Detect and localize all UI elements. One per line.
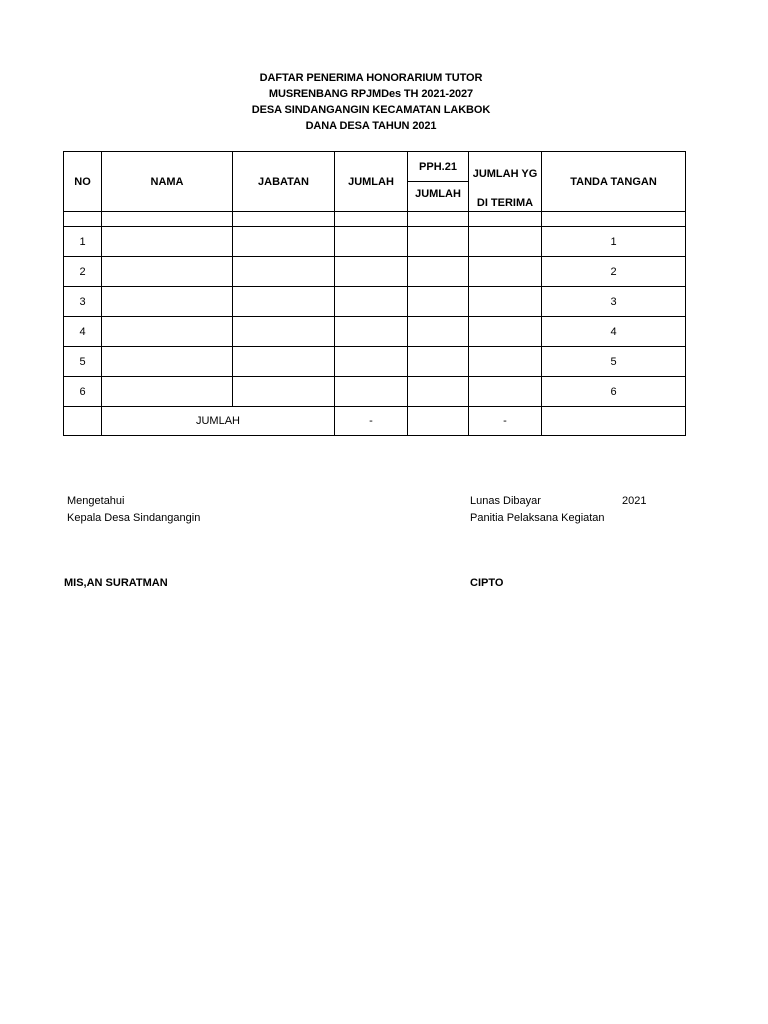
title-line-3: DESA SINDANGANGIN KECAMATAN LAKBOK	[251, 104, 491, 116]
title-line-2: MUSRENBANG RPJMDes TH 2021-2027	[268, 88, 474, 100]
total-label: JUMLAH	[102, 407, 335, 436]
total-row	[64, 407, 686, 436]
signature-left	[67, 493, 200, 527]
title-line-4: DANA DESA TAHUN 2021	[305, 120, 437, 132]
total-diterima: -	[469, 407, 542, 436]
total-sign	[542, 407, 686, 436]
row-nama[interactable]	[102, 257, 233, 287]
total-pph	[408, 407, 469, 436]
row-jabatan[interactable]	[233, 317, 335, 347]
row-pph[interactable]	[408, 257, 469, 287]
row-no: 1	[64, 227, 102, 257]
row-no: 6	[64, 377, 102, 407]
recipient-table	[63, 151, 686, 436]
row-sign: 2	[542, 257, 686, 287]
header-jabatan: JABATAN	[233, 152, 335, 212]
row-jumlah[interactable]	[335, 287, 408, 317]
table-row	[64, 257, 686, 287]
row-sign: 6	[542, 377, 686, 407]
row-pph[interactable]	[408, 287, 469, 317]
mengetahui-label: Mengetahui	[67, 495, 125, 507]
header-jumlah-yg: JUMLAH YG	[469, 152, 542, 182]
row-pph[interactable]	[408, 317, 469, 347]
signer-name-left: MIS,AN SURATMAN	[64, 577, 168, 589]
panitia-label: Panitia Pelaksana Kegiatan	[470, 512, 605, 524]
total-jumlah: -	[335, 407, 408, 436]
row-no: 2	[64, 257, 102, 287]
table-row	[64, 287, 686, 317]
row-nama[interactable]	[102, 317, 233, 347]
row-nama[interactable]	[102, 287, 233, 317]
row-diterima[interactable]	[469, 377, 542, 407]
document-title	[0, 70, 742, 134]
row-nama[interactable]	[102, 377, 233, 407]
header-pph21: PPH.21	[408, 152, 469, 182]
row-sign: 3	[542, 287, 686, 317]
row-sign: 5	[542, 347, 686, 377]
row-jabatan[interactable]	[233, 287, 335, 317]
header-di-terima: DI TERIMA	[469, 182, 542, 212]
row-nama[interactable]	[102, 347, 233, 377]
table-row	[64, 347, 686, 377]
header-nama: NAMA	[102, 152, 233, 212]
row-diterima[interactable]	[469, 287, 542, 317]
spacer-row	[64, 212, 686, 227]
row-diterima[interactable]	[469, 227, 542, 257]
table-row	[64, 227, 686, 257]
row-nama[interactable]	[102, 227, 233, 257]
row-jumlah[interactable]	[335, 257, 408, 287]
row-pph[interactable]	[408, 227, 469, 257]
signer-name-right: CIPTO	[470, 577, 504, 589]
row-pph[interactable]	[408, 377, 469, 407]
lunas-dibayar-label: Lunas Dibayar	[470, 495, 541, 507]
row-jabatan[interactable]	[233, 257, 335, 287]
total-no	[64, 407, 102, 436]
signature-right	[470, 493, 605, 527]
row-jumlah[interactable]	[335, 227, 408, 257]
header-tanda-tangan: TANDA TANGAN	[542, 152, 686, 212]
table-row	[64, 317, 686, 347]
row-diterima[interactable]	[469, 347, 542, 377]
row-diterima[interactable]	[469, 317, 542, 347]
payment-year: 2021	[622, 495, 647, 507]
row-diterima[interactable]	[469, 257, 542, 287]
header-pph-jumlah: JUMLAH	[408, 182, 469, 212]
row-jumlah[interactable]	[335, 317, 408, 347]
row-pph[interactable]	[408, 347, 469, 377]
row-no: 3	[64, 287, 102, 317]
header-jumlah: JUMLAH	[335, 152, 408, 212]
row-jumlah[interactable]	[335, 377, 408, 407]
row-jumlah[interactable]	[335, 347, 408, 377]
row-no: 4	[64, 317, 102, 347]
row-no: 5	[64, 347, 102, 377]
header-no: NO	[64, 152, 102, 212]
table-row	[64, 377, 686, 407]
title-line-1: DAFTAR PENERIMA HONORARIUM TUTOR	[259, 72, 483, 84]
header-row-1	[64, 152, 686, 182]
row-jabatan[interactable]	[233, 227, 335, 257]
row-sign: 1	[542, 227, 686, 257]
kepala-desa-label: Kepala Desa Sindangangin	[67, 512, 201, 524]
row-sign: 4	[542, 317, 686, 347]
row-jabatan[interactable]	[233, 347, 335, 377]
row-jabatan[interactable]	[233, 377, 335, 407]
